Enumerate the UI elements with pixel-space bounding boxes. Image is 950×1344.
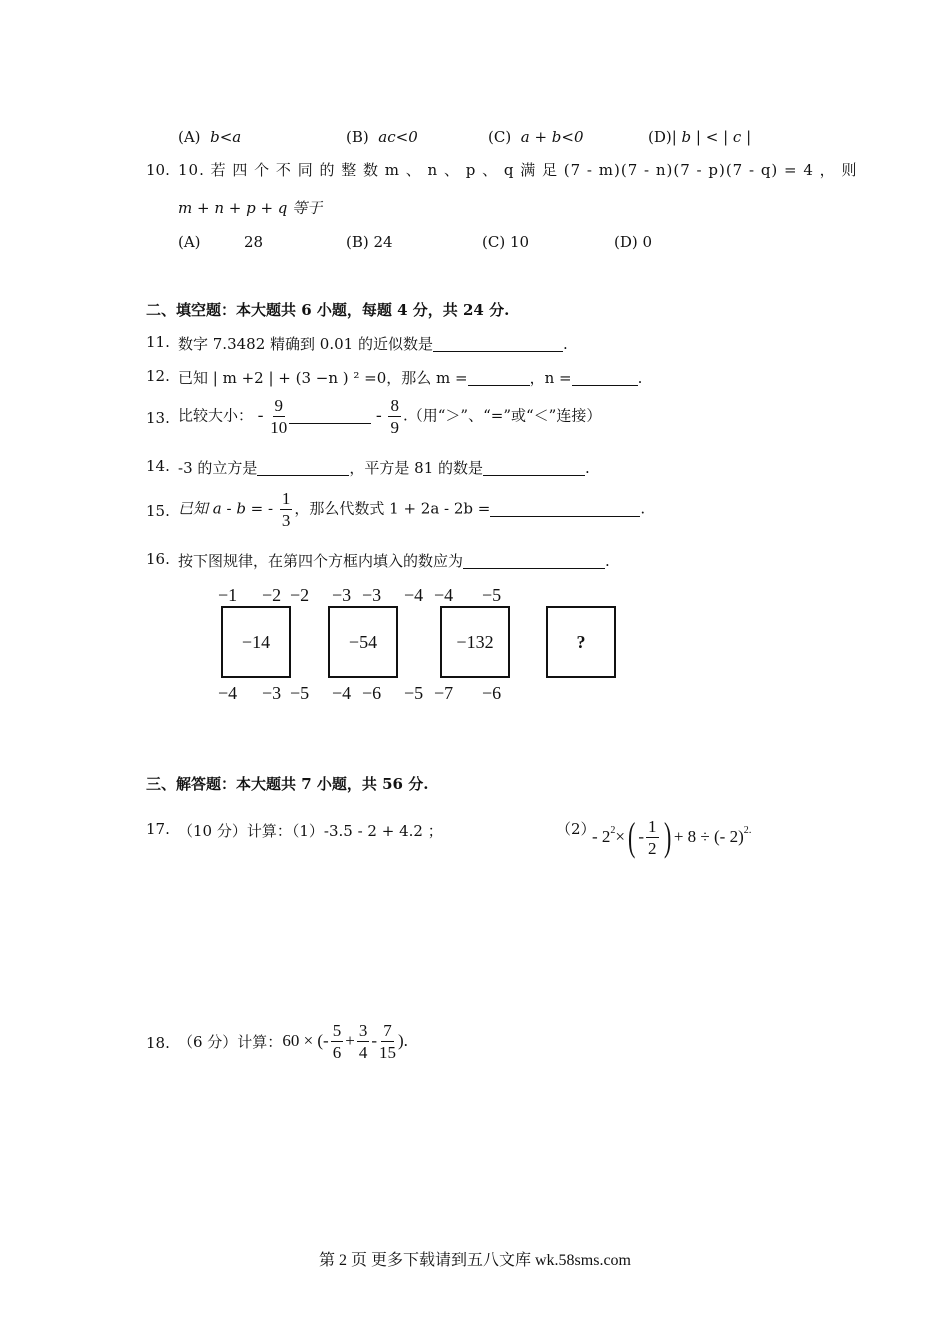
q13-neg-2: - bbox=[376, 405, 382, 425]
q10-line2: m + n + p + q 等于 bbox=[178, 199, 323, 217]
q14-square-blank[interactable] bbox=[483, 460, 585, 476]
box2-top-left: −2 bbox=[290, 585, 310, 605]
q16-answer-blank[interactable] bbox=[463, 553, 605, 569]
box3-top-left: −3 bbox=[362, 585, 382, 605]
q18-end: ). bbox=[398, 1031, 408, 1050]
q16-end: . bbox=[605, 552, 610, 570]
q10-text: 10. 若 四 个 不 同 的 整 数 m 、 n 、 p 、 q 满 足 (7 - m)(7 - n)(7 - p)(7 - q) = 4 ， 则 bbox=[178, 161, 858, 179]
q17-right-paren: ) bbox=[663, 814, 671, 859]
q18-fraction-2: $\frac{3}{4}$ bbox=[358, 1020, 368, 1062]
q17-left-paren: ( bbox=[628, 814, 636, 859]
section-3-heading: 三、解答题：本大题共 7 小题，共 56 分. bbox=[146, 775, 429, 793]
q16-text: 按下图规律，在第四个方框内填入的数应为 bbox=[178, 552, 464, 570]
box2 bbox=[328, 606, 398, 678]
box3-value: −132 bbox=[456, 631, 494, 652]
q18-number: 18. bbox=[146, 1034, 170, 1052]
q10-option-c: (C) 10 bbox=[482, 233, 530, 251]
box3-bottom-left: −6 bbox=[362, 683, 382, 703]
box1-top-right: −2 bbox=[262, 585, 282, 605]
q11-end: . bbox=[562, 335, 568, 353]
q17-fraction: $\frac{1}{2}$ bbox=[648, 816, 657, 858]
q9-option-c: (C) a + b<0 bbox=[488, 128, 584, 146]
q12-n-blank[interactable] bbox=[572, 370, 638, 386]
q18-plus: + bbox=[345, 1031, 355, 1050]
box1-bottom-left: −4 bbox=[218, 683, 238, 703]
box4-top-right: −5 bbox=[482, 585, 502, 605]
box4-bottom-right: −6 bbox=[482, 683, 502, 703]
q16-number: 16. bbox=[146, 550, 170, 568]
section-2-heading: 二、填空题：本大题共 6 小题，每题 4 分，共 24 分. bbox=[146, 301, 510, 319]
q18-minus: - bbox=[371, 1031, 377, 1050]
q11-line bbox=[178, 333, 568, 354]
box4-value: ? bbox=[576, 631, 586, 652]
box2-bottom-right: −4 bbox=[332, 683, 352, 703]
box2-top-right: −3 bbox=[332, 585, 352, 605]
q13-compare-blank[interactable] bbox=[289, 408, 371, 424]
q13-line bbox=[178, 395, 601, 438]
q17-number: 17. bbox=[146, 820, 170, 838]
q13-fraction-1: $\frac{9}{10}$ bbox=[270, 396, 288, 437]
q17-text: （10 分）计算：（1）-3.5 - 2 + 4.2 ； bbox=[178, 822, 443, 840]
box4-top-left: −4 bbox=[434, 585, 454, 605]
page-footer: 第 2 页 更多下载请到五八文库 wk.58sms.com bbox=[318, 1252, 631, 1269]
q17-neg: - bbox=[638, 827, 645, 846]
q16-line bbox=[178, 550, 610, 571]
box2-bottom-left: −5 bbox=[290, 683, 310, 703]
q15-fraction: $\frac{1}{3}$ bbox=[281, 489, 291, 530]
q13-fraction-2: $\frac{8}{9}$ bbox=[390, 396, 399, 437]
q14-text: -3 的立方是 bbox=[178, 459, 258, 477]
q9-option-b: (B) ac<0 bbox=[346, 128, 418, 146]
q12-line bbox=[178, 367, 642, 388]
q18-fraction-1: $\frac{5}{6}$ bbox=[332, 1020, 342, 1062]
q13-text: 比较大小： bbox=[178, 406, 254, 425]
q10-option-a: (A) bbox=[178, 233, 201, 251]
box3-bottom-right: −5 bbox=[404, 683, 424, 703]
q13-neg-1: - bbox=[257, 405, 264, 425]
q12-m-blank[interactable] bbox=[468, 370, 530, 386]
q14-line bbox=[178, 457, 590, 478]
q10-number: 10. bbox=[146, 161, 170, 179]
q18-fraction-3: $\frac{7}{15}$ bbox=[379, 1020, 396, 1062]
q15-text: 已知 a - b = - bbox=[178, 499, 274, 518]
q17-dot: . bbox=[748, 824, 752, 836]
q17-times: × bbox=[615, 827, 626, 846]
q14-cube-blank[interactable] bbox=[257, 460, 349, 476]
box1-bottom-right: −3 bbox=[262, 683, 282, 703]
q15-answer-blank[interactable] bbox=[490, 501, 640, 517]
q14-number: 14. bbox=[146, 457, 170, 475]
q11-answer-blank[interactable] bbox=[433, 336, 563, 352]
q14-mid: ，平方是 81 的数是 bbox=[349, 459, 484, 477]
box1-top-left: −1 bbox=[218, 585, 238, 605]
box1 bbox=[221, 606, 291, 678]
box3 bbox=[440, 606, 510, 678]
q17-exponent-1: 2 bbox=[610, 824, 616, 836]
box4[interactable] bbox=[546, 606, 616, 678]
q12-text: 已知 | m +2 | + (3 −n ) ² =0，那么 m = bbox=[178, 369, 468, 387]
q17-part2-label: （2） bbox=[556, 820, 596, 838]
q18-expr-a: 60 × (- bbox=[282, 1031, 329, 1050]
q15-end: . bbox=[640, 499, 646, 518]
q12-end: . bbox=[637, 369, 643, 387]
q13-end: .（用“＞”、“=”或“＜”连接） bbox=[402, 406, 602, 425]
q13-number: 13. bbox=[146, 409, 170, 427]
q12-mid: ，n = bbox=[529, 369, 572, 387]
q12-number: 12. bbox=[146, 367, 170, 385]
q9-option-a: (A) b<a bbox=[178, 128, 242, 146]
q14-end: . bbox=[585, 459, 590, 477]
q17-exponent-2: 2 bbox=[743, 824, 749, 836]
q15-line bbox=[178, 488, 645, 531]
q18-line bbox=[178, 1018, 408, 1064]
q11-number: 11. bbox=[146, 333, 170, 351]
box1-value: −14 bbox=[241, 631, 271, 652]
q10-option-a-value: 28 bbox=[244, 233, 264, 251]
q17-expr-a: - 2 bbox=[592, 827, 611, 846]
q17-expression bbox=[592, 814, 752, 860]
q10-option-b: (B) 24 bbox=[346, 233, 393, 251]
q11-text: 数字 7.3482 精确到 0.01 的近似数是 bbox=[178, 335, 433, 353]
box3-top-right: −4 bbox=[404, 585, 424, 605]
box4-bottom-left: −7 bbox=[434, 683, 454, 703]
q15-mid: ，那么代数式 1 + 2a - 2b = bbox=[294, 499, 491, 518]
q17-expr-b: + 8 ÷ (- 2) bbox=[673, 827, 744, 846]
q9-option-d: (D)| b | < | c | bbox=[648, 128, 752, 146]
q15-number: 15. bbox=[146, 502, 170, 520]
q10-option-d: (D) 0 bbox=[614, 233, 653, 251]
box2-value: −54 bbox=[348, 631, 378, 652]
q18-text: （6 分）计算： bbox=[178, 1032, 283, 1051]
